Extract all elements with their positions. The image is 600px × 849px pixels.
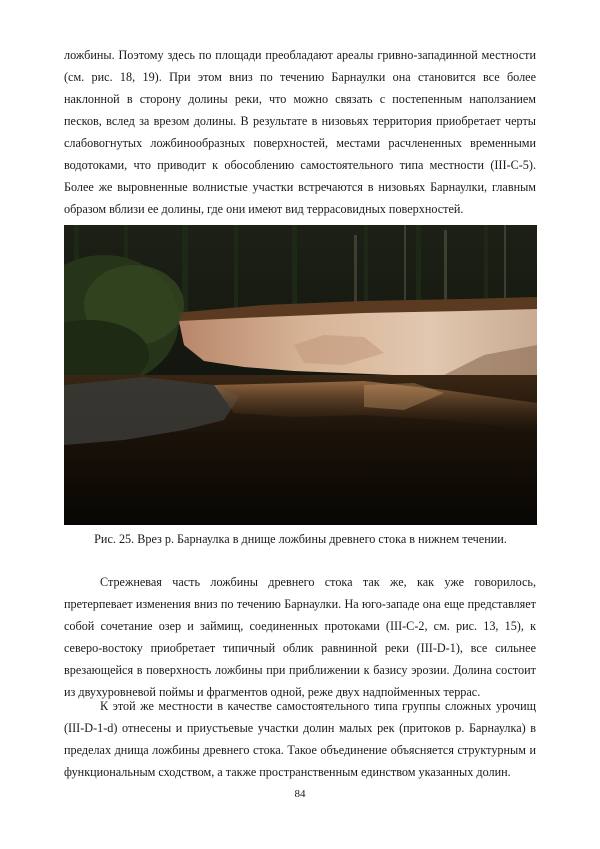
page-number: 84	[294, 788, 306, 800]
figure-caption: Рис. 25. Врез р. Барнаулка в днище ложбины древнего стока в нижнем течении.	[94, 532, 507, 546]
paragraph-3: К этой же местности в качестве самостоятельного типа группы сложных урочищ (III-D-1-d) отнесены и приустьевые участки долин малых рек (притоков р. Барнаулка) в пределах днища ложбины древнего стока. Такое объединение объясняется структурным и функциональным сходством, а также пространственным единством указанных долин.	[64, 699, 536, 779]
paragraph-1: ложбины. Поэтому здесь по площади преобладают ареалы гривно-западинной местности (см. рис. 18, 19). При этом вниз по течению Барнаулки она становится все более наклонной в сторону долины реки, что можно связать с постепенным наползанием песков, вслед за врезом долины. В результате в низовьях территория приобретает черты слабовогнутых ложбинообразных поверхностей, местами расчлененных временными водотоками, что приводит к обособлению самостоятельного типа местности (III-C-5). Более же выровненные волнистые участки встречаются в низовьях Барнаулки, главным образом вблизи ее долины, где они имеют вид террасовидных поверхностей.	[64, 48, 536, 216]
paragraph-2: Стрежневая часть ложбины древнего стока так же, как уже говорилось, претерпевает изменения вниз по течению Барнаулки. На юго-западе она еще представляет собой сочетание озер и займищ, соединенных протоками (III-C-2, см. рис. 13, 15), к северо-востоку приобретает типичный облик равнинной реки (III-D-1), все сильнее врезающейся в поверхность ложбины при приближении к базису эрозии. Долина состоит из двухуровневой поймы и фрагментов одной, реже двух надпойменных террас.	[64, 575, 536, 699]
figure-photo	[64, 225, 537, 525]
river-bank-photo	[64, 225, 537, 525]
